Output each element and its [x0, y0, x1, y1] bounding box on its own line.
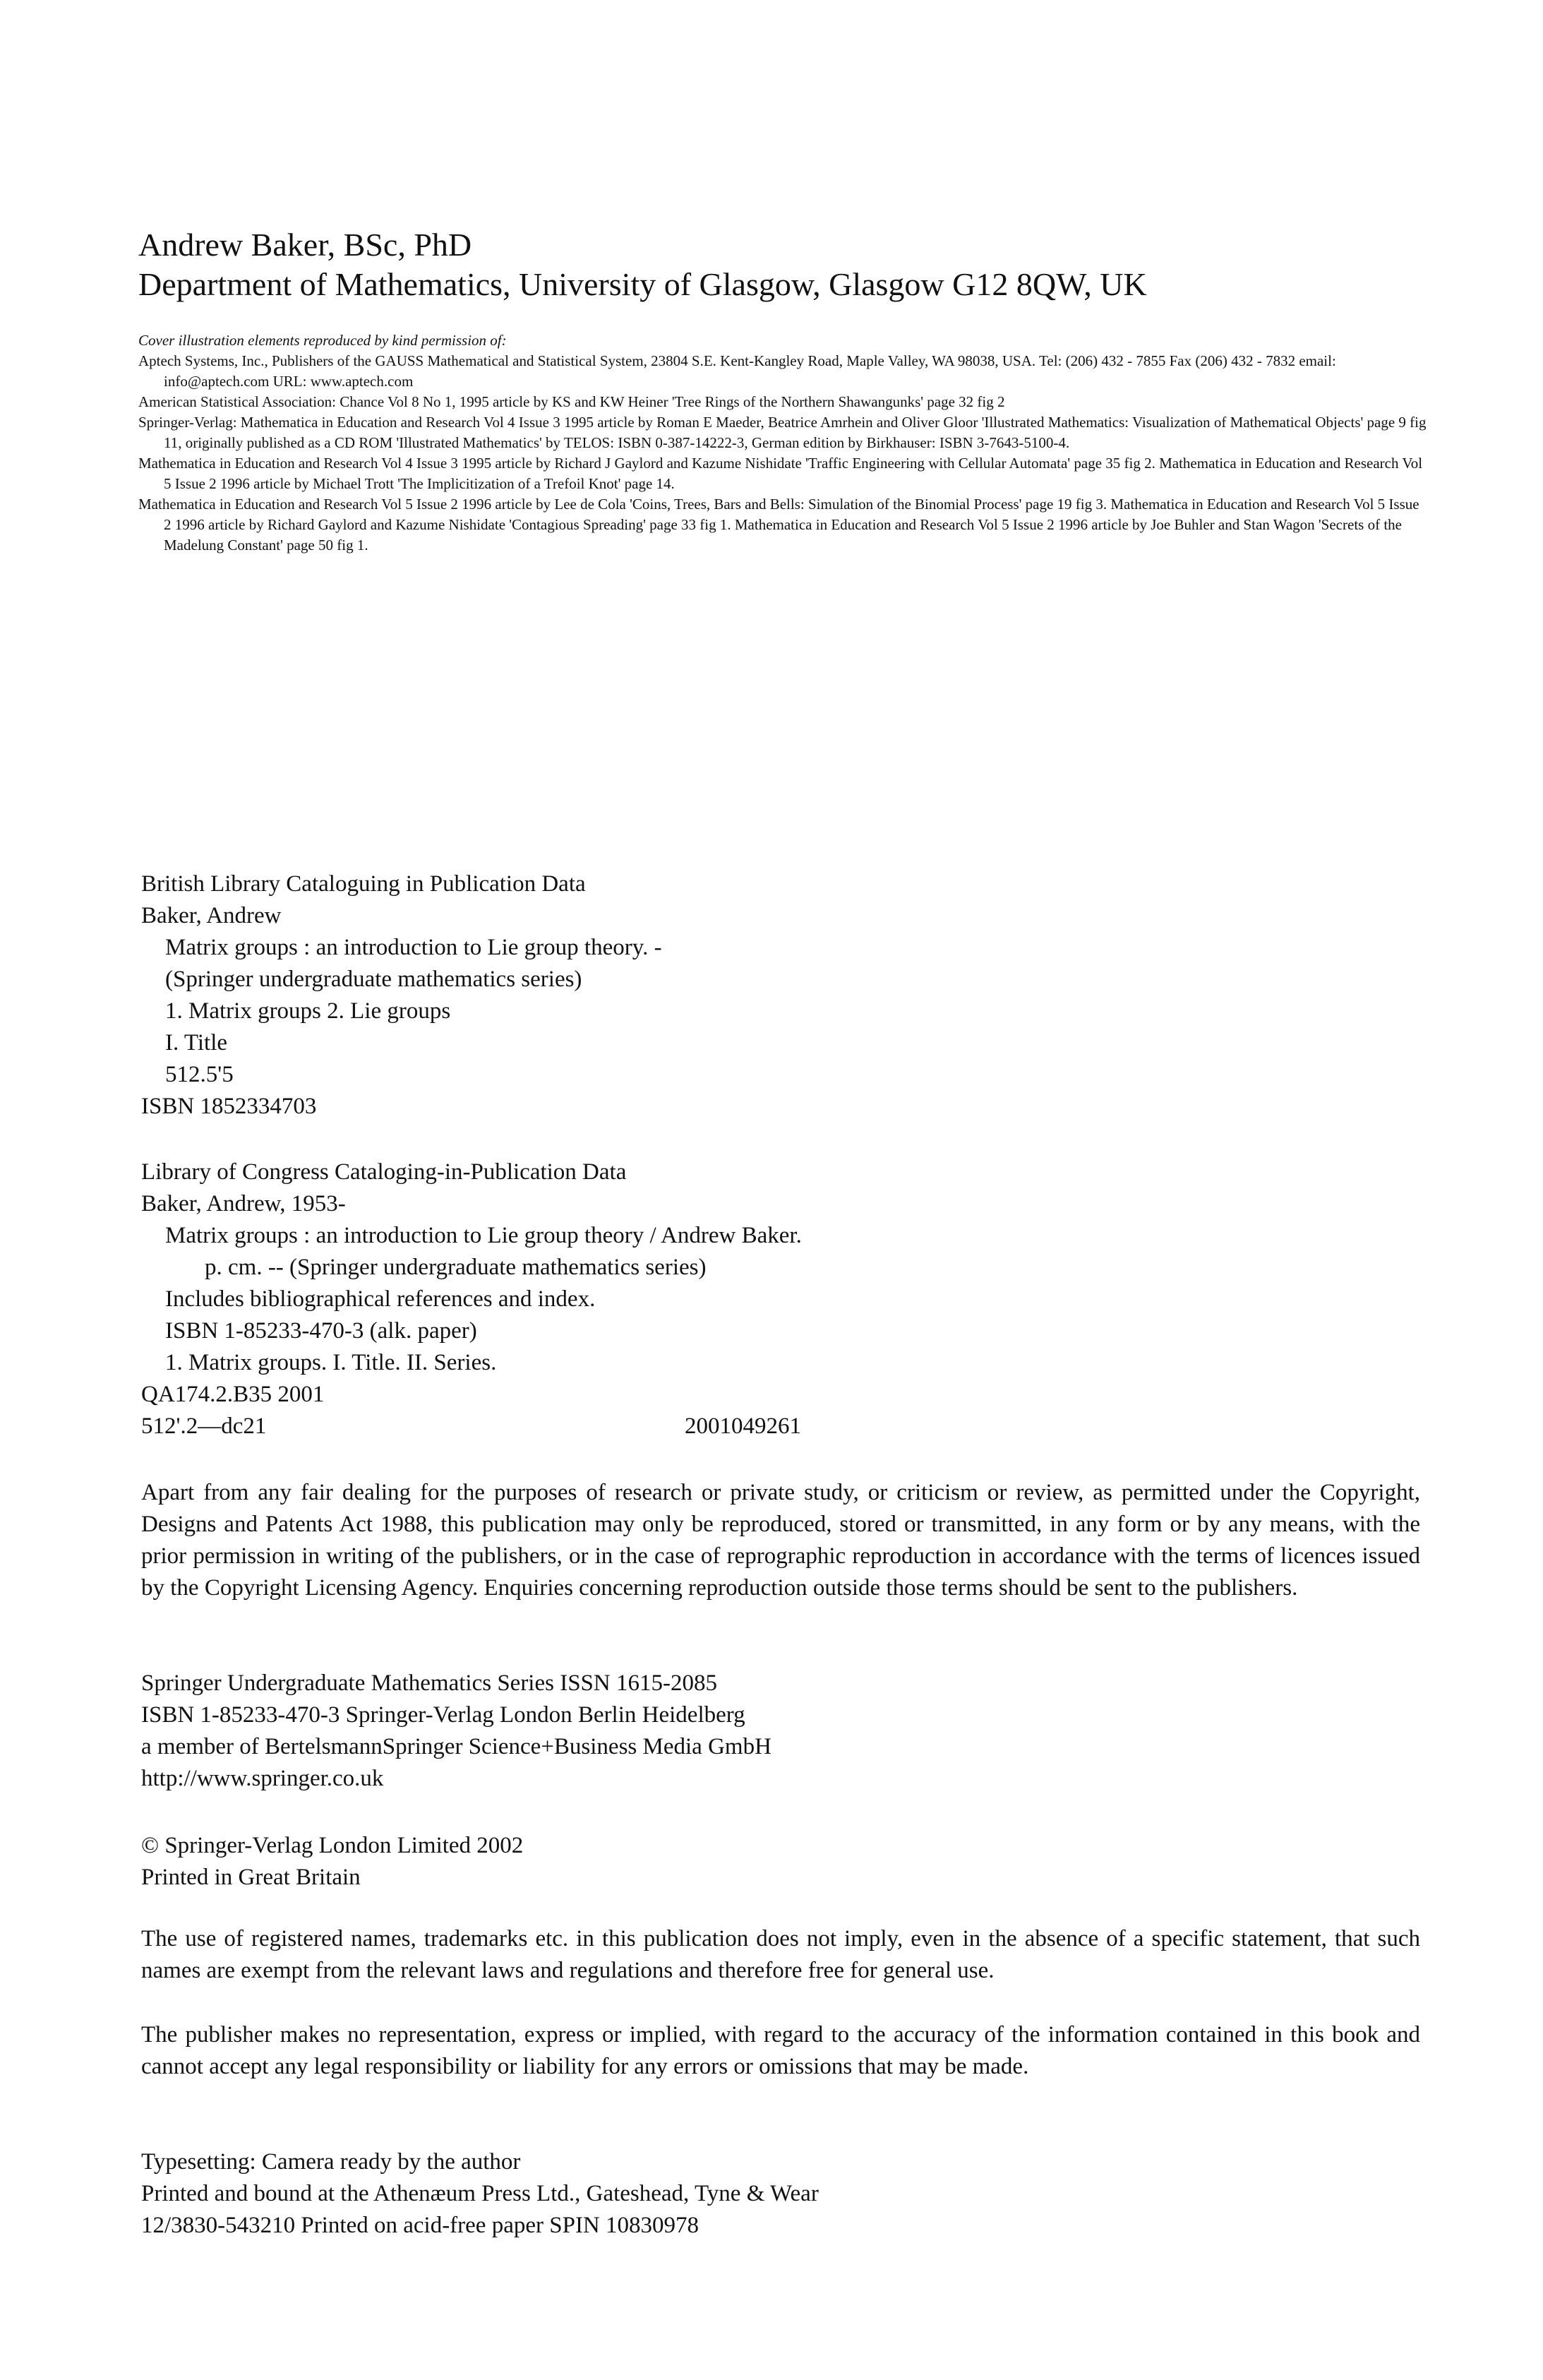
disclaimer [141, 2019, 1420, 2083]
credit-entry: Mathematica in Education and Research Vol 5 Issue 2 1996 article by Lee de Cola 'Coins, Trees, Bars and Bells: Simulation of the Binomial Process' page 19 fig 3. Mathematica in Education and Research Vol 5 Issue 2 1996 article by Richard Gaylord and Kazume Nishidate 'Contagious Spreading' page 33 fig 1. Mathematica in Education and Research Vol 5 Issue 2 1996 article by Joe Buhler and Stan Wagon 'Secrets of the Madelung Constant' page 50 fig 1. [138, 496, 1419, 554]
author-affiliation: Department of Mathematics, University of Glasgow, Glasgow G12 8QW, UK [138, 266, 1147, 302]
loc-dewey: 512'.2—dc21 [141, 1413, 267, 1439]
series-url: http://www.springer.co.uk [141, 1766, 384, 1791]
copyright-notice [141, 1477, 1420, 1604]
bl-subjects: 1. Matrix groups 2. Lie groups [165, 998, 451, 1024]
library-of-congress-cip [141, 1156, 802, 1442]
copyright-line: © Springer-Verlag London Limited 2002 [141, 1833, 524, 1858]
copyright-block [141, 1830, 523, 1894]
bl-title-label: I. Title [165, 1030, 228, 1056]
series-issn: Springer Undergraduate Mathematics Series ISSN 1615-2085 [141, 1670, 717, 1696]
series-info [141, 1668, 772, 1795]
loc-dewey-row [141, 1411, 802, 1442]
cover-credits [138, 330, 1430, 556]
bl-author: Baker, Andrew [141, 903, 282, 928]
credit-entry: Mathematica in Education and Research Vol 4 Issue 3 1995 article by Richard J Gaylord and Kazume Nishidate 'Traffic Engineering with Cellular Automata' page 35 fig 2. Mathematica in Education and Research Vol 5 Issue 2 1996 article by Michael Trott 'The Implicitization of a Trefoil Knot' page 14. [138, 455, 1423, 492]
series-member: a member of BertelsmannSpringer Science+Business Media GmbH [141, 1734, 772, 1759]
loc-includes: Includes bibliographical references and index. [165, 1286, 596, 1312]
bl-heading: British Library Cataloguing in Publication Data [141, 871, 586, 897]
loc-pages: p. cm. -- (Springer undergraduate mathematics series) [205, 1255, 707, 1280]
disclaimer-text: The publisher makes no representation, express or implied, with regard to the accuracy of the information contained in this book and cannot accept any legal responsibility or liability for any errors or omissions that may be made. [141, 2022, 1420, 2079]
author-name: Andrew Baker, BSc, PhD [138, 227, 472, 263]
printer-line: Printed and bound at the Athenæum Press Ltd., Gateshead, Tyne & Wear [141, 2181, 819, 2206]
bl-title-line-1: Matrix groups : an introduction to Lie group theory. - [165, 935, 662, 960]
credits-intro: Cover illustration elements reproduced by kind permission of: [138, 332, 507, 349]
credit-entry: American Statistical Association: Chance Vol 8 No 1, 1995 article by KS and KW Heiner 'Tree Rings of the Northern Shawangunks' page 32 fig 2 [138, 393, 1005, 410]
loc-heading: Library of Congress Cataloging-in-Publication Data [141, 1159, 627, 1185]
trademark-notice-text: The use of registered names, trademarks etc. in this publication does not imply, even in the absence of a specific statement, that such names are exempt from the relevant laws and regulations and therefore free for general use. [141, 1926, 1420, 1983]
trademark-notice [141, 1923, 1420, 1987]
british-library-cip [141, 868, 662, 1123]
bl-class-number: 512.5'5 [165, 1062, 234, 1087]
loc-isbn: ISBN 1-85233-470-3 (alk. paper) [165, 1318, 477, 1344]
series-isbn: ISBN 1-85233-470-3 Springer-Verlag London Berlin Heidelberg [141, 1702, 745, 1728]
copyright-notice-text: Apart from any fair dealing for the purposes of research or private study, or criticism or review, as permitted under the Copyright, Designs and Patents Act 1988, this publication may only be reproduced, stored or transmitted, in any form or by any means, with the prior permission in writing of the publishers, or in the case of reprographic reproduction in accordance with the terms of licences issued by the Copyright Licensing Agency. Enquiries concerning reproduction outside those terms should be sent to the publishers. [141, 1480, 1420, 1601]
loc-call-number: QA174.2.B35 2001 [141, 1382, 325, 1407]
typesetting-line: Typesetting: Camera ready by the author [141, 2149, 521, 2175]
colophon [141, 2146, 819, 2242]
credit-entry: Springer-Verlag: Mathematica in Education and Research Vol 4 Issue 3 1995 article by Roman E Maeder, Beatrice Amrhein and Oliver Gloor 'Illustrated Mathematics: Visualization of Mathematical Objects' page 9 fig 11, originally published as a CD ROM 'Illustrated Mathematics' by TELOS: ISBN 0-387-14222-3, German edition by Birkhauser: ISBN 3-7643-5100-4. [138, 414, 1427, 451]
loc-lccn: 2001049261 [685, 1413, 801, 1439]
credit-entry: Aptech Systems, Inc., Publishers of the GAUSS Mathematical and Statistical System, 23804 S.E. Kent-Kangley Road, Maple Valley, WA 98038, USA. Tel: (206) 432 - 7855 Fax (206) 432 - 7832 email: info@aptech.com URL: www.aptech.com [138, 352, 1336, 390]
loc-title: Matrix groups : an introduction to Lie group theory / Andrew Baker. [165, 1223, 802, 1248]
loc-author: Baker, Andrew, 1953- [141, 1191, 346, 1216]
loc-subjects: 1. Matrix groups. I. Title. II. Series. [165, 1350, 497, 1375]
bl-isbn: ISBN 1852334703 [141, 1094, 317, 1119]
printed-in: Printed in Great Britain [141, 1865, 361, 1890]
bl-title-line-2: (Springer undergraduate mathematics series) [165, 967, 582, 992]
spin-line: 12/3830-543210 Printed on acid-free paper SPIN 10830978 [141, 2213, 700, 2238]
